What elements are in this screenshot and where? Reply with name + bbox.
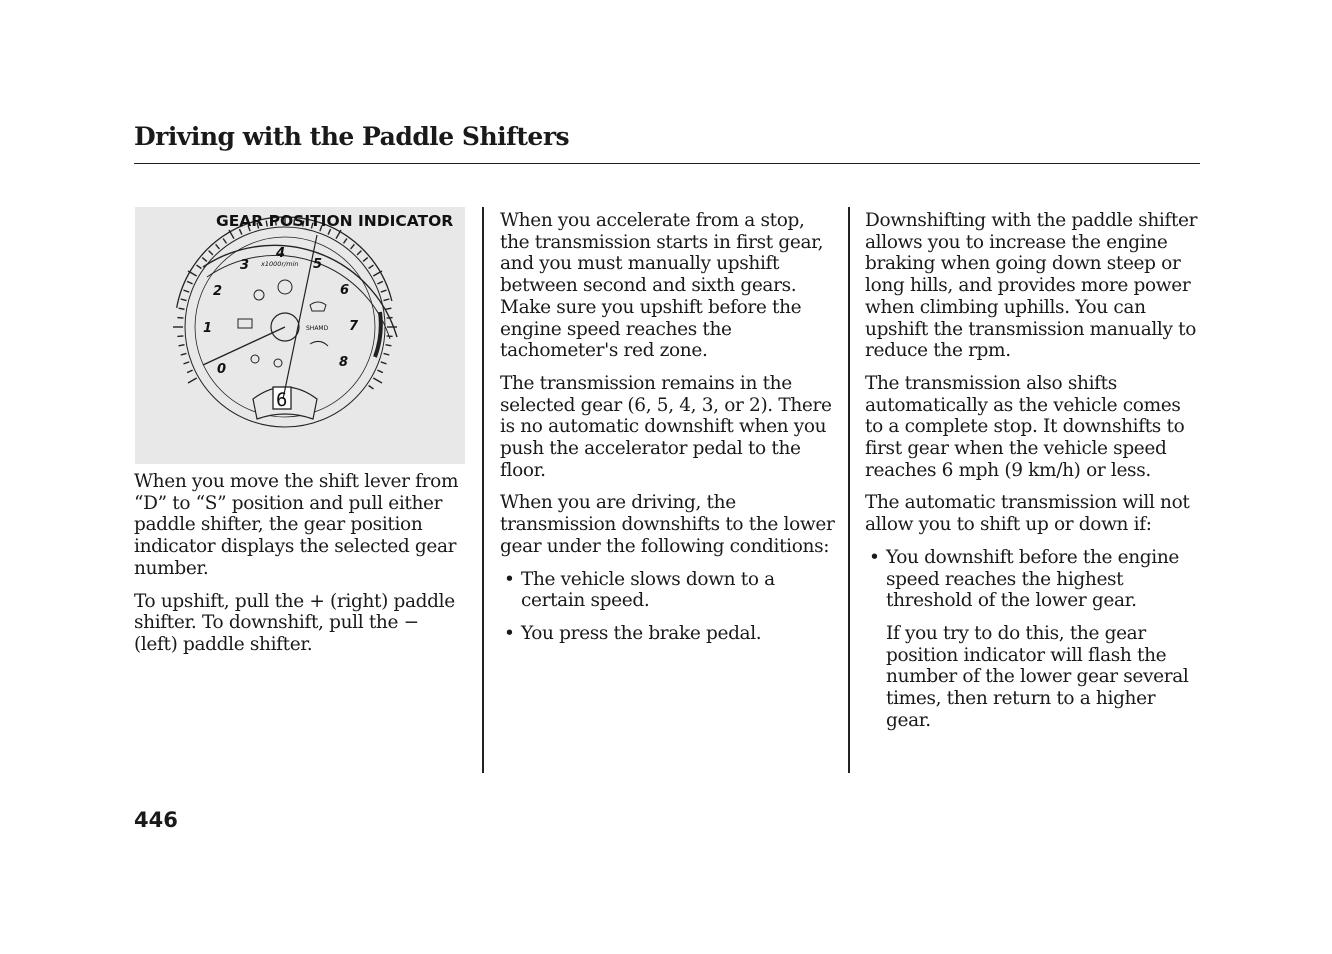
col3-paragraph-1: Downshifting with the paddle shifter allows you to increase the engine braking when going down steep or long hills, and provides more power when climbing uphills. You can upshift the transmission manually to reduce the rpm. bbox=[865, 210, 1198, 362]
gauge-number-0: 0 bbox=[217, 362, 227, 377]
gauge-tick bbox=[223, 239, 226, 244]
gauge-tick bbox=[179, 345, 185, 346]
gauge-tick bbox=[184, 362, 190, 364]
gauge-tick bbox=[177, 336, 183, 337]
gauge-tick bbox=[197, 265, 202, 268]
column-3 bbox=[865, 210, 1203, 742]
gauge-tick bbox=[381, 290, 387, 292]
gauge-tick bbox=[387, 318, 393, 319]
gauge-tick bbox=[387, 336, 393, 337]
gauge-number-8: 8 bbox=[339, 355, 349, 370]
gauge-number-2: 2 bbox=[213, 284, 223, 299]
gauge-number-3: 3 bbox=[240, 258, 250, 273]
col2-paragraph-1: When you accelerate from a stop, the transmission starts in first gear, and you must manually upshift between second and sixth gears. Make sure you upshift before the engine speed reaches the tachometer's red zone. bbox=[500, 210, 824, 362]
gauge-tick bbox=[373, 378, 382, 383]
gauge-tick bbox=[344, 239, 347, 244]
col2-paragraph-2: The transmission remains in the selected gear (6, 5, 4, 3, or 2). There is no automatic downshift when you push the accelerator pedal to the floor. bbox=[500, 372, 832, 481]
page-number: 446 bbox=[134, 808, 178, 832]
gauge-tick bbox=[181, 299, 187, 301]
gauge-number-7: 7 bbox=[349, 319, 359, 334]
gauge-tick bbox=[369, 386, 374, 389]
col2-bullet-2: You press the brake pedal. bbox=[521, 622, 762, 644]
col2-bullet-1: The vehicle slows down to a certain speed. bbox=[521, 568, 775, 612]
col1-paragraph-2: To upshift, pull the + (right) paddle shifter. To downshift, pull the − (left) paddle shifter. bbox=[134, 590, 455, 655]
col1-paragraph-1: When you move the shift lever from “D” to “S” position and pull either paddle shifter, the gear position indicator displays the selected gear number. bbox=[134, 471, 459, 579]
gauge-tick bbox=[187, 370, 193, 373]
column-2 bbox=[500, 210, 836, 656]
gauge-tick bbox=[363, 258, 368, 262]
gauge-tick bbox=[369, 265, 374, 268]
col3-paragraph-2: The transmission also shifts automatically as the vehicle comes to a complete stop. It downshifts to first gear when the vehicle speed reaches 6 mph (9 km/h) or less. bbox=[865, 372, 1185, 481]
gauge-number-1: 1 bbox=[203, 321, 213, 336]
col2-paragraph-3: When you are driving, the transmission downshifts to the lower gear under the following conditions: bbox=[500, 492, 835, 557]
gauge-tick bbox=[384, 299, 390, 301]
gauge-number-5: 5 bbox=[313, 257, 323, 272]
gauge-number-6: 6 bbox=[340, 283, 350, 298]
gauge-tick bbox=[209, 251, 213, 255]
gear-position-figure bbox=[135, 207, 465, 464]
shamd-label: SHAMD bbox=[306, 325, 329, 332]
bullet-icon: • bbox=[869, 546, 880, 568]
gauge-tick bbox=[377, 370, 383, 373]
title-divider bbox=[134, 163, 1200, 164]
gauge-tick bbox=[381, 362, 387, 364]
bullet-icon: • bbox=[504, 622, 515, 644]
list-item bbox=[500, 569, 836, 612]
rpm-unit-label: x1000r/min bbox=[261, 260, 299, 268]
col3-paragraph-3: The automatic transmission will not allow you to shift up or down if: bbox=[865, 492, 1190, 536]
gauge-tick bbox=[179, 308, 185, 309]
list-item bbox=[865, 547, 1203, 612]
figure-label: GEAR POSITION INDICATOR bbox=[216, 212, 454, 230]
page-title: Driving with the Paddle Shifters bbox=[134, 122, 570, 151]
gauge-tick bbox=[202, 258, 207, 262]
gauge-number-4: 4 bbox=[276, 246, 286, 261]
gauge-tick bbox=[188, 378, 197, 383]
gear-display-digit: 6 bbox=[276, 389, 288, 411]
column-divider-1 bbox=[482, 207, 484, 773]
column-1 bbox=[134, 471, 466, 667]
bullet-icon: • bbox=[504, 568, 515, 590]
gauge-tick bbox=[386, 308, 392, 309]
col3-bullet-1: You downshift before the engine speed reaches the highest threshold of the lower gear. bbox=[886, 546, 1180, 612]
gauge-tick bbox=[357, 251, 361, 255]
gauge-tick bbox=[386, 345, 392, 346]
gauge-tick bbox=[187, 281, 193, 284]
gauge-tick bbox=[384, 353, 390, 355]
gauge-tick bbox=[177, 318, 183, 319]
gauge-tick bbox=[377, 281, 383, 284]
tachometer-illustration bbox=[135, 207, 465, 464]
column-divider-2 bbox=[848, 207, 850, 773]
gauge-tick bbox=[184, 290, 190, 292]
gauge-tick bbox=[216, 244, 220, 249]
gauge-tick bbox=[351, 244, 355, 249]
list-item bbox=[500, 623, 836, 645]
col3-paragraph-4: If you try to do this, the gear position indicator will flash the number of the lower gear several times, then return to a higher gear. bbox=[886, 622, 1189, 731]
gauge-tick bbox=[181, 353, 187, 355]
